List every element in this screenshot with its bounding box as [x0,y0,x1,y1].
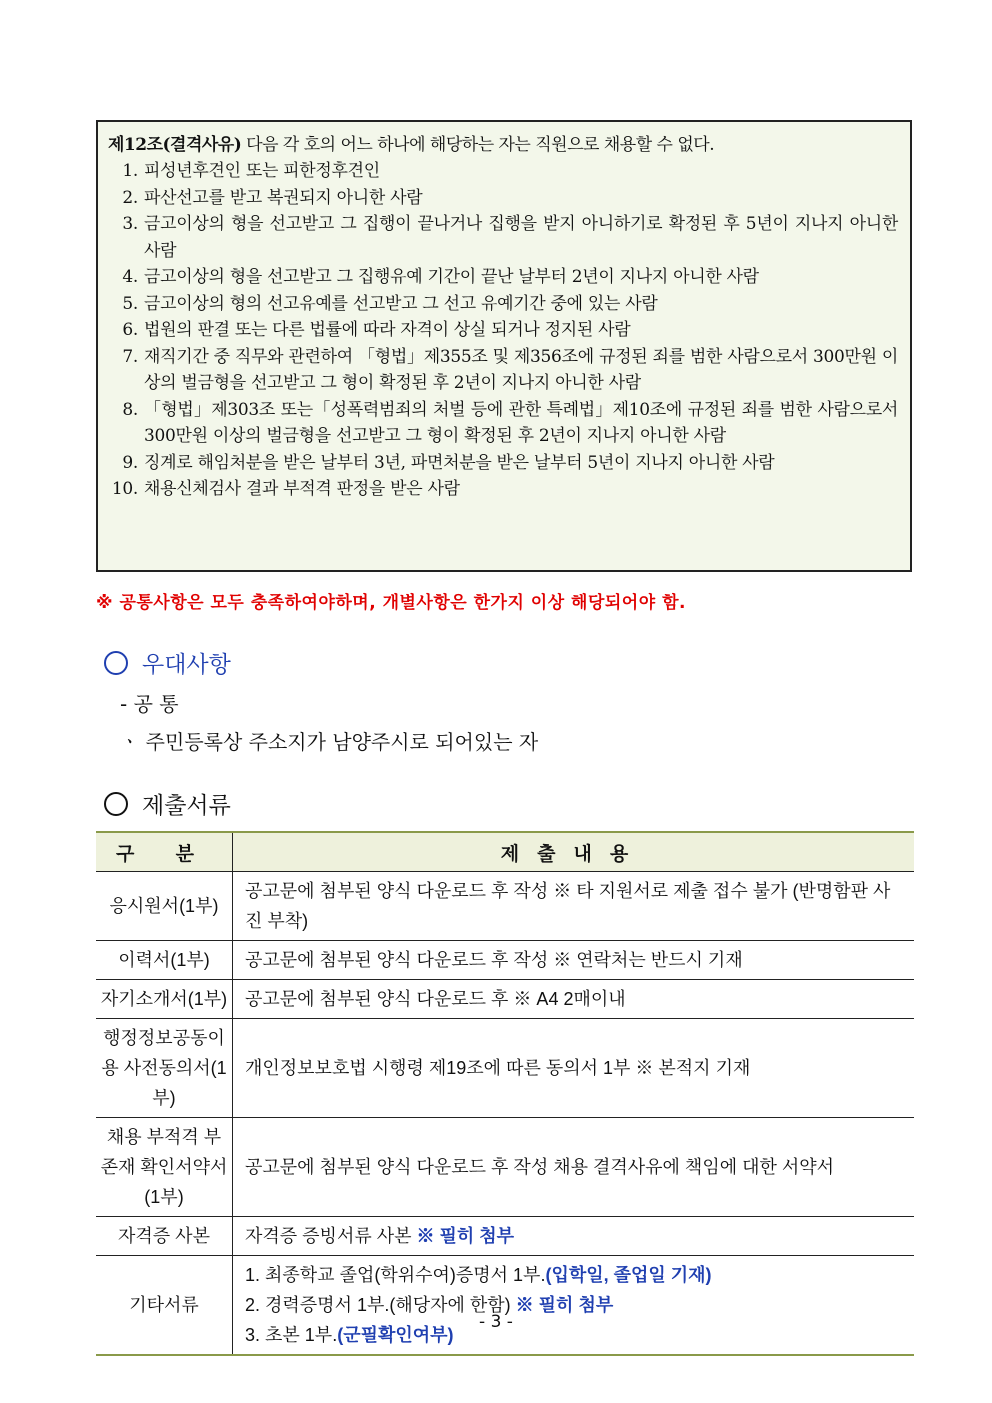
table-header-row [96,832,914,872]
table-row [96,1118,914,1217]
doc-name: 이력서(1부) [96,941,233,980]
item-number: 2. [122,187,138,208]
article-heading [108,132,898,158]
documents-title-text: 제출서류 [142,793,231,819]
item-number: 8. [122,399,138,420]
item-number: 9. [122,452,138,473]
doc-content [233,1217,915,1256]
doc-name: 응시원서(1부) [96,872,233,941]
other-doc-text: 3. 초본 1부. [245,1325,338,1345]
table-row [96,872,914,941]
table-row [96,941,914,980]
table-row [96,1256,914,1356]
list-item [108,450,898,477]
requirement-notice: ※ 공통사항은 모두 충족하여야하며, 개별사항은 한가지 이상 해당되어야 함. [96,593,686,613]
list-item [108,476,898,503]
doc-content: 공고문에 첨부된 양식 다운로드 후 작성 ※ 타 지원서로 제출 접수 불가 (반명함판 사진 부착) [233,872,915,941]
documents-table [96,831,914,1356]
table-row [96,1217,914,1256]
table-row [96,980,914,1019]
doc-name: 채용 부적격 부존재 확인서약서(1부) [96,1118,233,1217]
table-row [96,1019,914,1118]
list-item [108,291,898,318]
doc-content [233,1256,915,1356]
doc-name: 행정정보공동이용 사전동의서(1부) [96,1019,233,1118]
article-title: 제12조(결격사유) [108,135,242,155]
item-number: 3. [122,214,138,234]
preference-bullet: ㆍ 주민등록상 주소지가 남양주시로 되어있는 자 [120,730,539,754]
item-number: 10. [111,479,138,499]
other-doc-emphasis: ※ 필히 첨부 [515,1295,614,1315]
header-content: 제출내용 [233,832,915,872]
doc-content-text: 자격증 증빙서류 사본 [245,1226,417,1246]
item-number: 1. [122,161,138,181]
other-doc-line [245,1260,902,1290]
item-number: 5. [122,293,138,314]
doc-name: 자기소개서(1부) [96,980,233,1019]
doc-name: 자격증 사본 [96,1217,233,1256]
item-text: 피성년후견인 또는 피한정후견인 [144,161,380,181]
doc-content: 공고문에 첨부된 양식 다운로드 후 작성 채용 결격사유에 책임에 대한 서약서 [233,1118,915,1217]
item-text: 법원의 판결 또는 다른 법률에 따라 자격이 상실 되거나 정지된 사람 [144,320,631,340]
other-doc-text: 2. 경력증명서 1부.(해당자에 한함) [245,1295,516,1315]
documents-section-title [104,787,231,820]
doc-name: 기타서류 [96,1256,233,1356]
other-doc-emphasis: (군필확인여부) [337,1325,454,1345]
item-number: 6. [122,320,138,340]
other-doc-emphasis: (입학일, 졸업일 기재) [545,1265,712,1285]
item-text: 파산선고를 받고 복권되지 아니한 사람 [144,187,423,208]
header-category: 구 분 [96,832,233,872]
preference-title-text: 우대사항 [142,652,231,678]
article-intro: 다음 각 호의 어느 하나에 해당하는 자는 직원으로 채용할 수 없다. [241,135,715,155]
list-item [108,211,898,264]
item-text: 채용신체검사 결과 부적격 판정을 받은 사람 [144,479,460,499]
preference-sub-heading: - 공 통 [120,692,179,716]
item-text: 금고이상의 형의 선고유예를 선고받고 그 선고 유예기간 중에 있는 사람 [144,293,658,314]
item-text: 금고이상의 형을 선고받고 그 집행유예 기간이 끝난 날부터 2년이 지나지 아니한 사람 [144,267,759,287]
doc-content: 개인정보보호법 시행령 제19조에 따른 동의서 1부 ※ 본적지 기재 [233,1019,915,1118]
list-item [108,264,898,291]
item-text: 「형법」제303조 또는「성폭력범죄의 처벌 등에 관한 특례법」제10조에 규정된 죄를 범한 사람으로서 300만원 이상의 벌금형을 선고받고 그 형이 확정된 후 2년이 지나지 아니한 사람 [144,399,898,446]
item-text: 재직기간 중 직무와 관련하여 「형법」제355조 및 제356조에 규정된 죄를 범한 사람으로서 300만원 이상의 벌금형을 선고받고 그 형이 확정된 후 2년이 지나지 아니한 사람 [144,346,898,393]
circle-bullet-icon [104,651,128,675]
list-item [108,397,898,450]
item-number: 4. [122,267,138,287]
doc-content: 공고문에 첨부된 양식 다운로드 후 작성 ※ 연락처는 반드시 기재 [233,941,915,980]
list-item [108,158,898,185]
page-number: - 3 - [479,1312,513,1332]
item-text: 금고이상의 형을 선고받고 그 집행이 끝나거나 집행을 받지 아니하기로 확정된 후 5년이 지나지 아니한 사람 [144,214,898,261]
item-number: 7. [122,346,138,367]
doc-content: 공고문에 첨부된 양식 다운로드 후 ※ A4 2매이내 [233,980,915,1019]
disqualification-article-box [96,120,912,572]
item-text: 징계로 해임처분을 받은 날부터 3년, 파면처분을 받은 날부터 5년이 지나지 아니한 사람 [144,452,775,473]
doc-content-emphasis: ※ 필히 첨부 [416,1226,515,1246]
list-item [108,344,898,397]
preference-section-title [104,646,231,679]
circle-bullet-icon [104,792,128,816]
list-item [108,317,898,344]
list-item [108,185,898,212]
other-doc-text: 1. 최종학교 졸업(학위수여)증명서 1부. [245,1265,546,1285]
